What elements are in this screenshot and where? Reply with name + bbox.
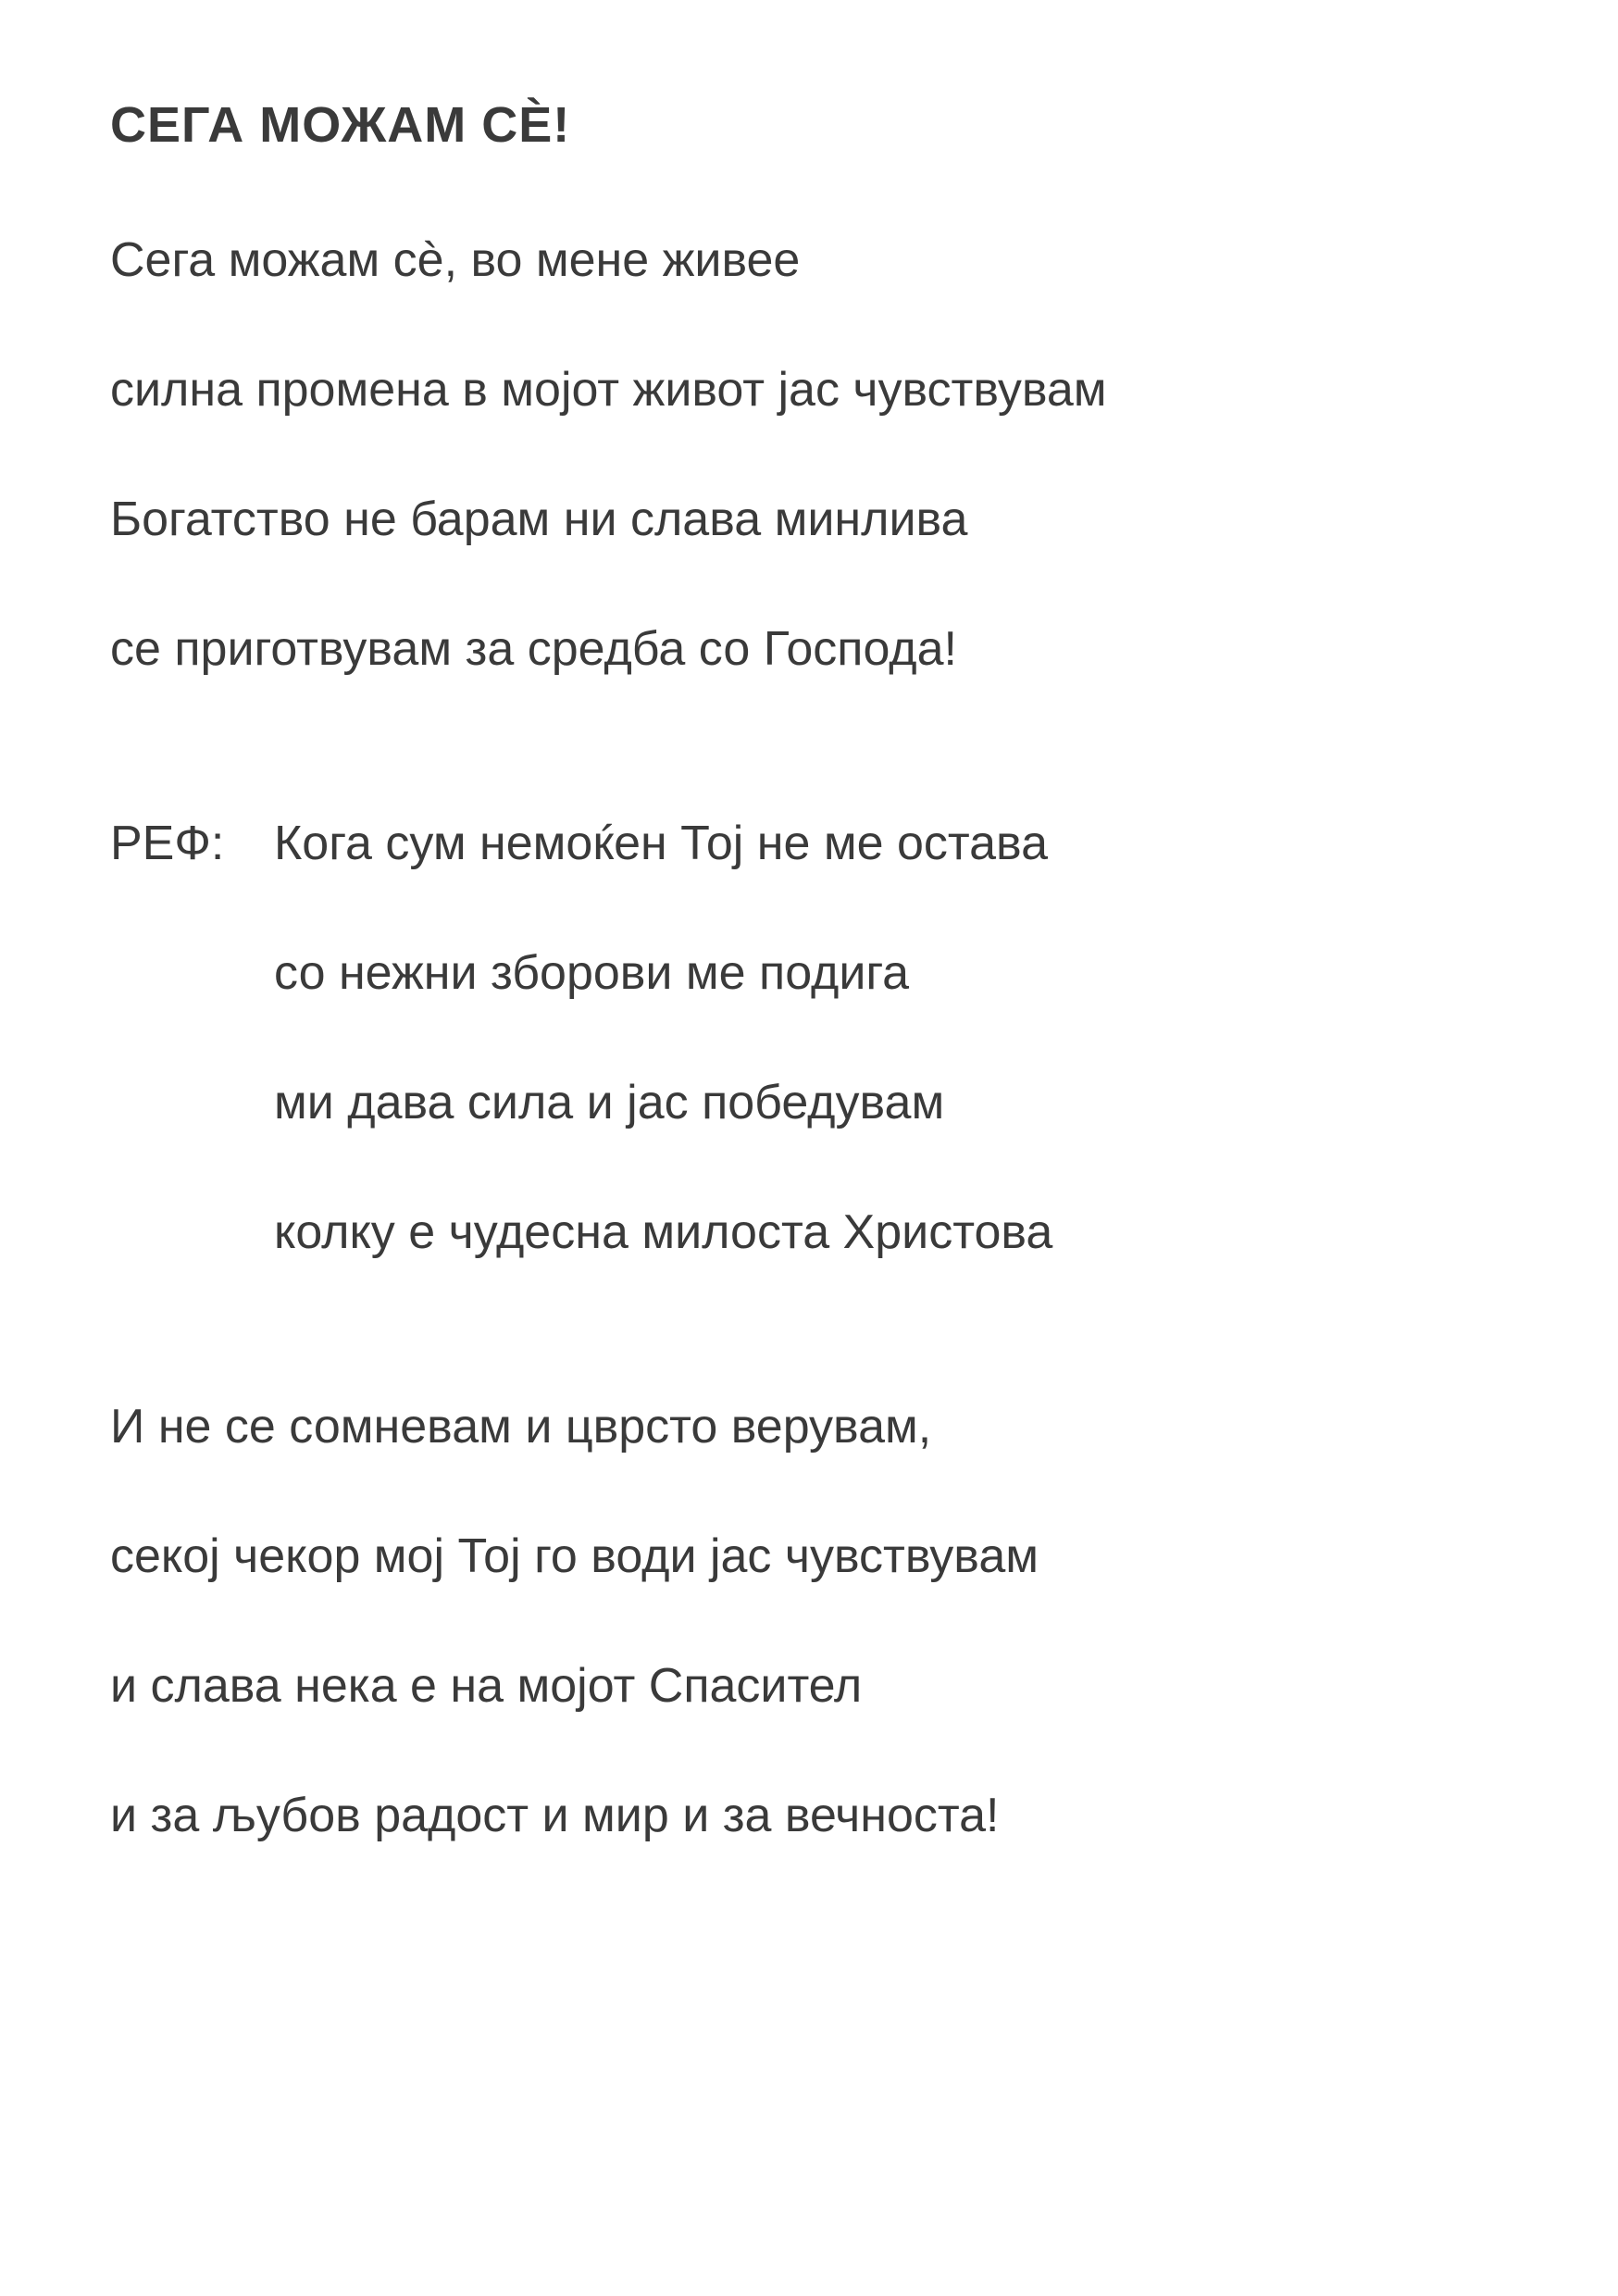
chorus-label: РЕФ: [110, 817, 225, 870]
chorus-line-3: ми дава сила и јас победувам [274, 1076, 945, 1129]
verse-2-line-3: и слава нека е на мојот Спасител [110, 1659, 863, 1713]
chorus-line-2: со нежни зборови ме подига [274, 946, 910, 1000]
chorus-line-4: колку е чудесна милоста Христова [274, 1205, 1053, 1259]
verse-1-line-3: Богатство не барам ни слава минлива [110, 493, 968, 546]
verse-2-line-4: и за љубов радост и мир и за вечноста! [110, 1789, 1000, 1842]
song-title: СЕГА МОЖАМ СЀ! [110, 97, 571, 153]
chorus-line-1: Кога сум немоќен Тој не ме остава [274, 817, 1049, 870]
verse-2-line-1: И не се сомневам и цврсто верувам, [110, 1400, 932, 1454]
verse-2-line-2: секој чекор мој Тој го води јас чувствувам [110, 1529, 1039, 1583]
verse-1-line-1: Сега можам сè, во мене живее [110, 233, 801, 287]
verse-1-line-2: силна промена в мојот живот јас чувствувам [110, 363, 1107, 417]
verse-1-line-4: се приготвувам за средба со Господа! [110, 622, 957, 676]
